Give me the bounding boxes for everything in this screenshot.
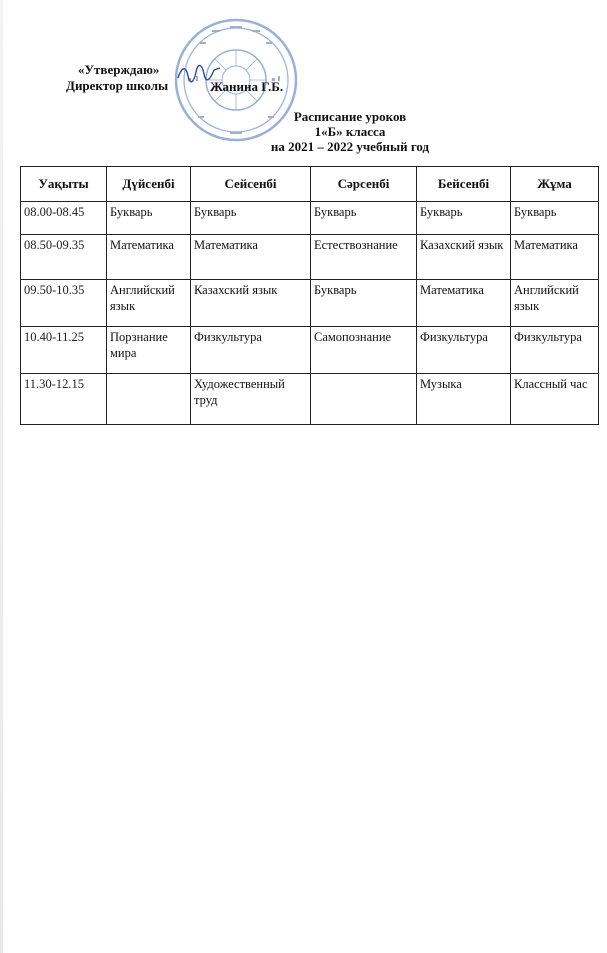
schedule-table: [20, 166, 599, 425]
table-cell-time: 11.30-12.15: [21, 374, 107, 425]
table-cell: Казахский язык: [191, 280, 311, 327]
table-cell: Физкультура: [417, 327, 511, 374]
table-cell-time: 09.50-10.35: [21, 280, 107, 327]
header-friday: Жұма: [511, 167, 599, 202]
table-cell: Физкультура: [191, 327, 311, 374]
header-tuesday: Сейсенбі: [191, 167, 311, 202]
table-cell: Музыка: [417, 374, 511, 425]
table-cell: Математика: [107, 235, 191, 280]
table-row: [21, 235, 599, 280]
table-cell: Букварь: [417, 202, 511, 235]
approve-label: «Утверждаю»: [78, 62, 160, 77]
table-cell: Художественный труд: [191, 374, 311, 425]
table-cell: [107, 374, 191, 425]
header-monday: Дүйсенбі: [107, 167, 191, 202]
table-cell: Английский язык: [107, 280, 191, 327]
director-name: Жанина Г.Б.: [210, 79, 284, 94]
table-cell: Физкультура: [511, 327, 599, 374]
table-cell-time: 08.50-09.35: [21, 235, 107, 280]
table-cell: Математика: [417, 280, 511, 327]
header-row: [21, 167, 599, 202]
scan-edge: [0, 0, 3, 953]
table-cell: Самопознание: [311, 327, 417, 374]
header-time: Уақыты: [21, 167, 107, 202]
table-cell: Математика: [511, 235, 599, 280]
table-cell: Букварь: [107, 202, 191, 235]
table-cell: Букварь: [191, 202, 311, 235]
table-cell: Букварь: [511, 202, 599, 235]
table-row: [21, 202, 599, 235]
table-cell: Классный час: [511, 374, 599, 425]
table-cell: Букварь: [311, 280, 417, 327]
table-cell: Естествознание: [311, 235, 417, 280]
table-cell: [311, 374, 417, 425]
director-position: Директор школы: [66, 78, 169, 93]
approval-block: [66, 62, 168, 94]
title-line-2: 1«Б» класса: [314, 124, 386, 139]
table-cell: Порзнание мира: [107, 327, 191, 374]
table-cell: Букварь: [311, 202, 417, 235]
table-cell: Математика: [191, 235, 311, 280]
table-row: [21, 374, 599, 425]
table-cell-time: 08.00-08.45: [21, 202, 107, 235]
table-cell: Казахский язык: [417, 235, 511, 280]
table-cell-time: 10.40-11.25: [21, 327, 107, 374]
header-wednesday: Сәрсенбі: [311, 167, 417, 202]
header-thursday: Бейсенбі: [417, 167, 511, 202]
title-line-3: на 2021 – 2022 учебный год: [270, 139, 430, 154]
table-row: [21, 327, 599, 374]
table-row: [21, 280, 599, 327]
table-cell: Английский язык: [511, 280, 599, 327]
schedule-title: [200, 109, 500, 154]
title-line-1: Расписание уроков: [293, 109, 407, 124]
